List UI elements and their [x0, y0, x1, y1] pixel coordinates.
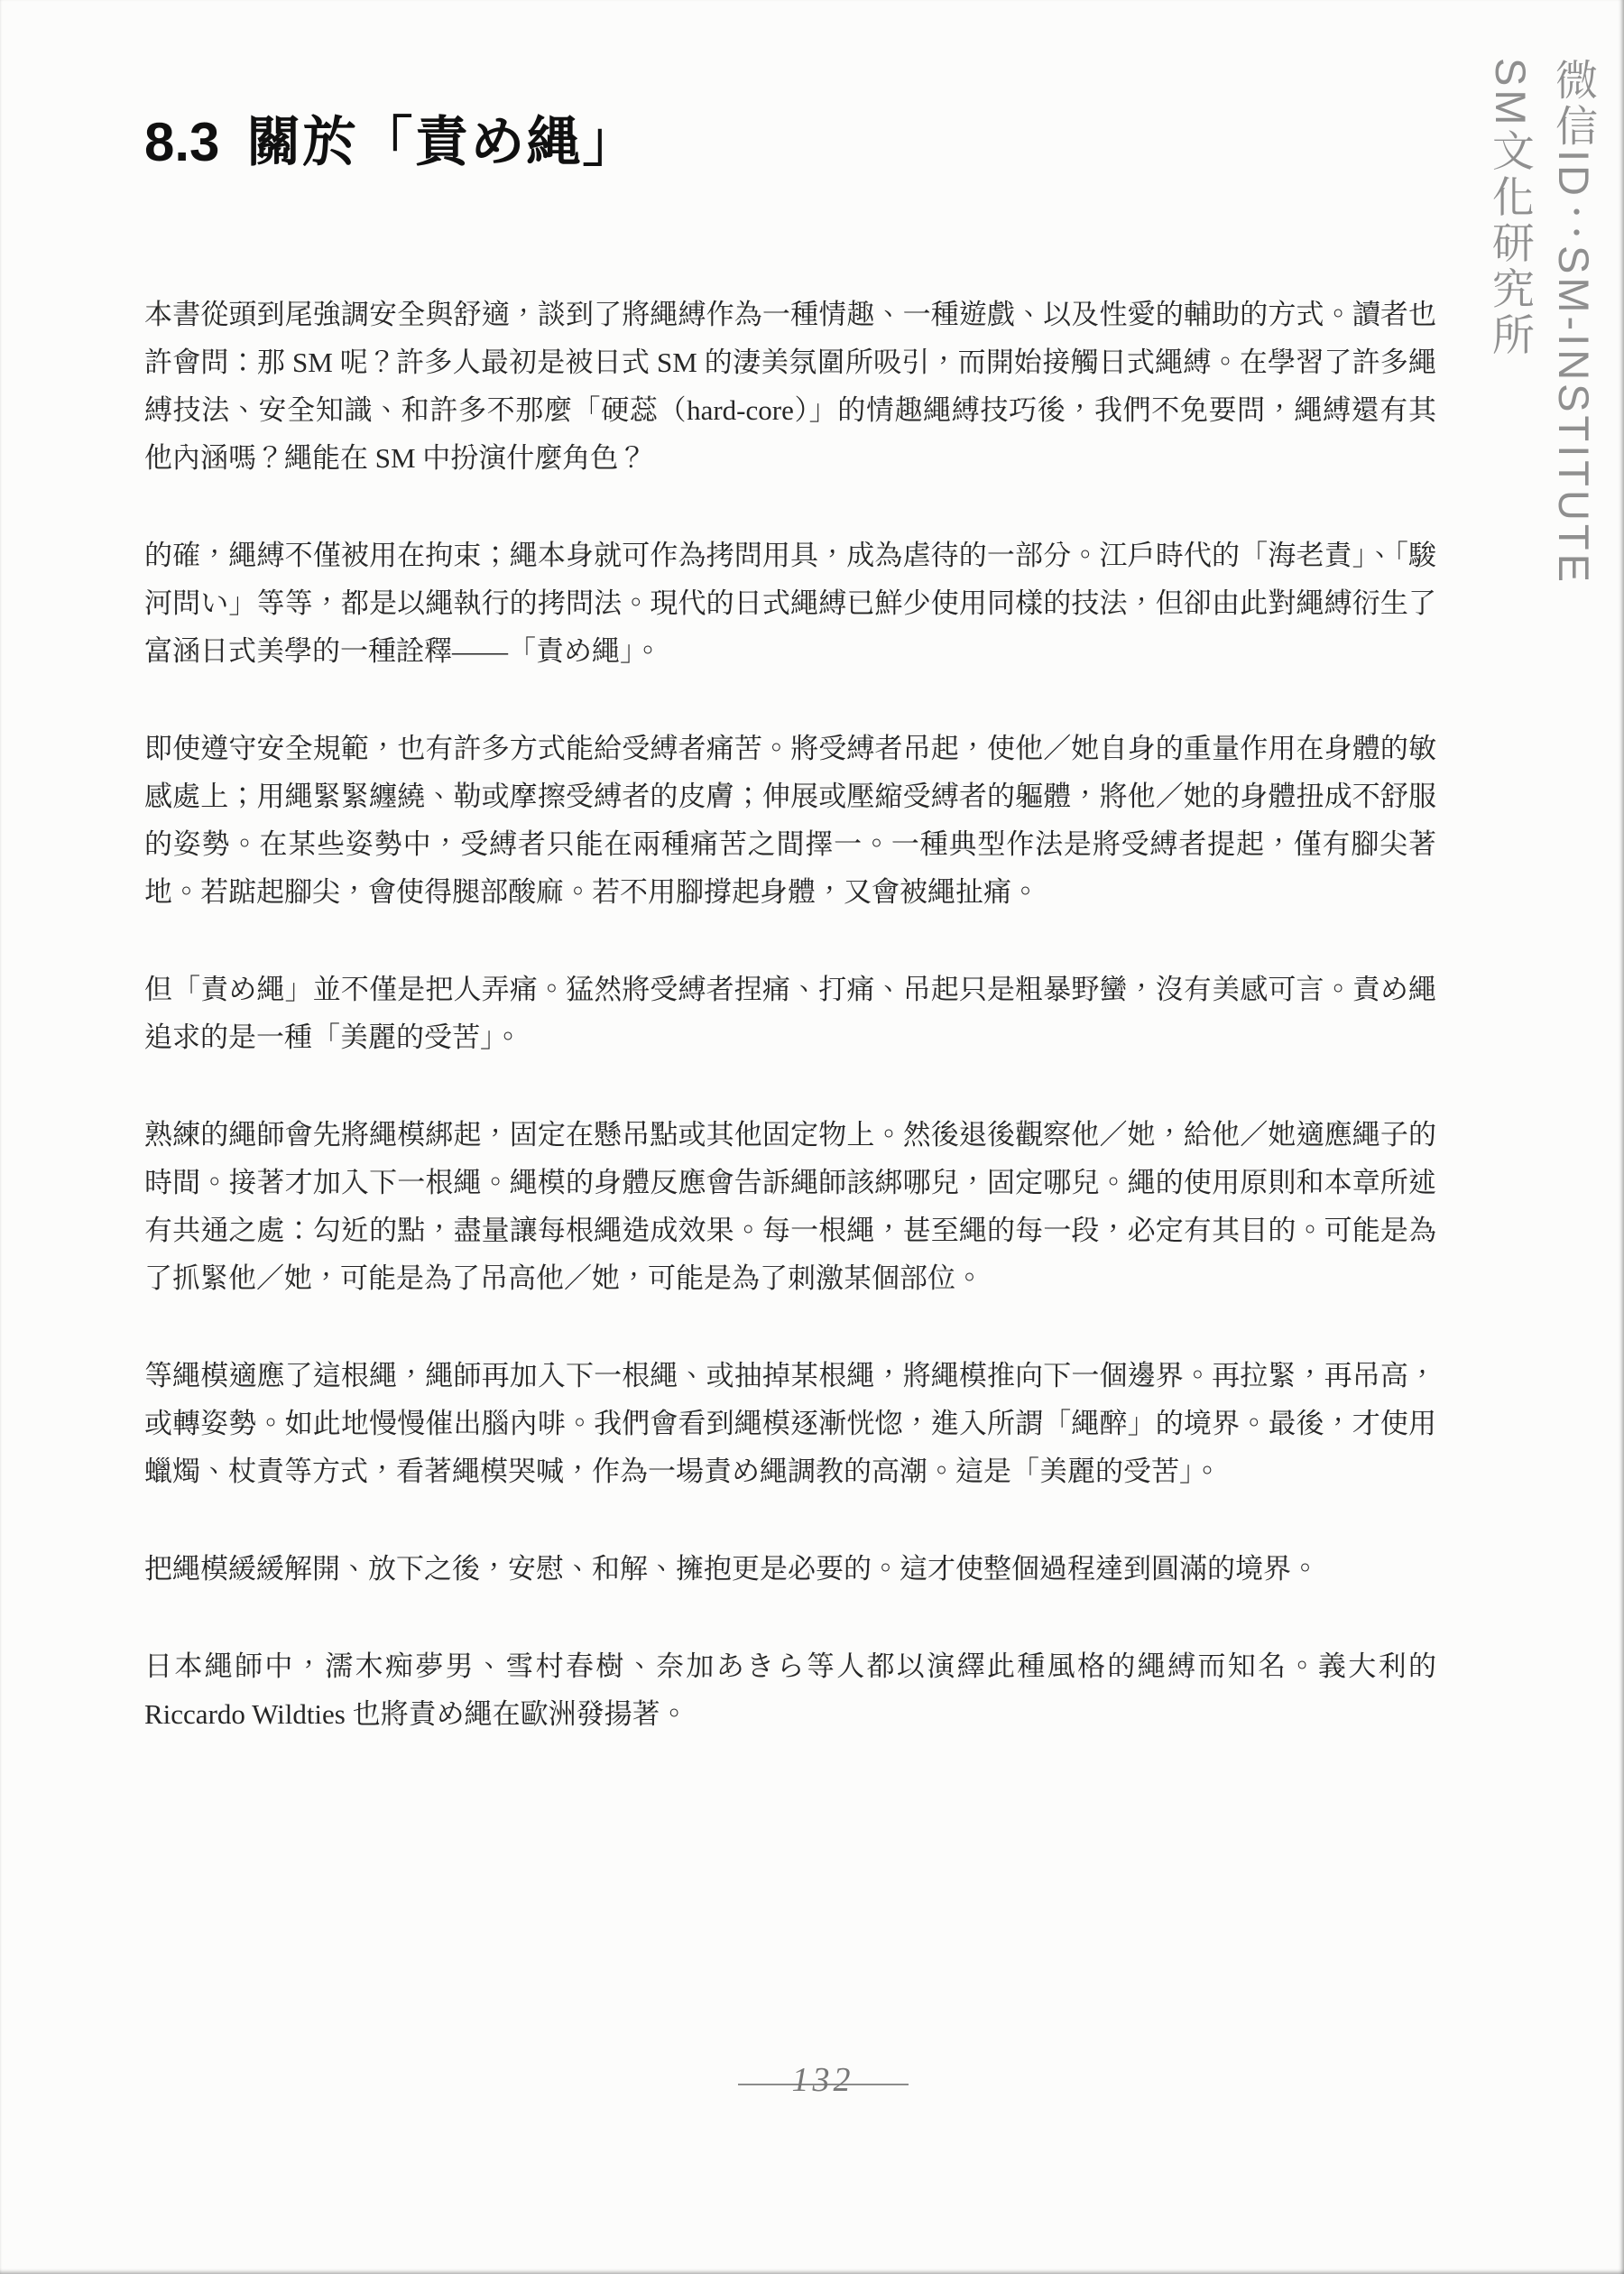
body-paragraph: 等繩模適應了這根繩，繩師再加入下一根繩、或抽掉某根繩，將繩模推向下一個邊界。再拉緊，再吊高，或轉姿勢。如此地慢慢催出腦內啡。我們會看到繩模逐漸恍惚，進入所謂「繩醉」的境界。最後，才使用蠟燭、杖責等方式，看著繩模哭喊，作為一場責め繩調教的高潮。這是「美麗的受苦」。	[144, 1360, 1436, 1487]
body-paragraph: 的確，繩縛不僅被用在拘束；繩本身就可作為拷問用具，成為虐待的一部分。江戶時代的「海老責」、「駿河問い」等等，都是以繩執行的拷問法。現代的日式繩縛已鮮少使用同樣的技法，但卻由此對繩縛衍生了富涵日式美學的一種詮釋——「責め繩」。	[144, 540, 1436, 667]
section-number: 8.3	[144, 112, 220, 172]
wechat-id-text: 微信ID：SM-INSTITUTE	[1550, 58, 1598, 586]
section-heading	[144, 101, 1436, 184]
body-paragraph: 熟練的繩師會先將繩模綁起，固定在懸吊點或其他固定物上。然後退後觀察他／她，給他／她適應繩子的時間。接著才加入下一根繩。繩模的身體反應會告訴繩師該綁哪兒，固定哪兒。繩的使用原則和本章所述有共通之處：勾近的點，盡量讓每根繩造成效果。每一根繩，甚至繩的每一段，必定有其目的。可能是為了抓緊他／她，可能是為了吊高他／她，可能是為了刺激某個部位。	[144, 1119, 1436, 1294]
sidebar-vertical-text	[1483, 58, 1601, 586]
page-content	[144, 101, 1436, 1738]
body-paragraph: 把繩模緩緩解開、放下之後，安慰、和解、擁抱更是必要的。這才使整個過程達到圓滿的境界。	[144, 1553, 1319, 1585]
page-footer	[0, 2059, 1624, 2101]
section-title: 關於「責め縄」	[246, 112, 639, 172]
page-number	[781, 2059, 865, 2101]
body-paragraph: 即使遵守安全規範，也有許多方式能給受縛者痛苦。將受縛者吊起，使他／她自身的重量作用在身體的敏感處上；用繩緊緊纏繞、勒或摩擦受縛者的皮膚；伸展或壓縮受縛者的軀體，將他／她的身體扭成不舒服的姿勢。在某些姿勢中，受縛者只能在兩種痛苦之間擇一。一種典型作法是將受縛者提起，僅有腳尖著地。若踮起腳尖，會使得腿部酸麻。若不用腳撐起身體，又會被繩扯痛。	[144, 733, 1436, 908]
page-number-digits: 132	[791, 2061, 854, 2099]
body-paragraph: 本書從頭到尾強調安全與舒適，談到了將繩縛作為一種情趣、一種遊戲、以及性愛的輔助的方式。讀者也許會問：那 SM 呢？許多人最初是被日式 SM 的淒美氛圍所吸引，而開始接觸日式繩縛。在學習了許多繩縛技法、安全知識、和許多不那麼「硬蕊（hard-core）」的情趣繩縛技巧後，我們不免要問，繩縛還有其他內涵嗎？繩能在 SM 中扮演什麼角色？	[144, 299, 1436, 474]
institute-name-text: SM文化研究所	[1486, 58, 1535, 359]
body-paragraph: 日本繩師中，濡木痴夢男、雪村春樹、奈加あきら等人都以演繹此種風格的繩縛而知名。義大利的 Riccardo Wildties 也將責め繩在歐洲發揚著。	[144, 1650, 1436, 1730]
body-text	[144, 291, 1436, 1738]
body-paragraph: 但「責め繩」並不僅是把人弄痛。猛然將受縛者捏痛、打痛、吊起只是粗暴野蠻，沒有美感可言。責め繩追求的是一種「美麗的受苦」。	[144, 974, 1436, 1053]
